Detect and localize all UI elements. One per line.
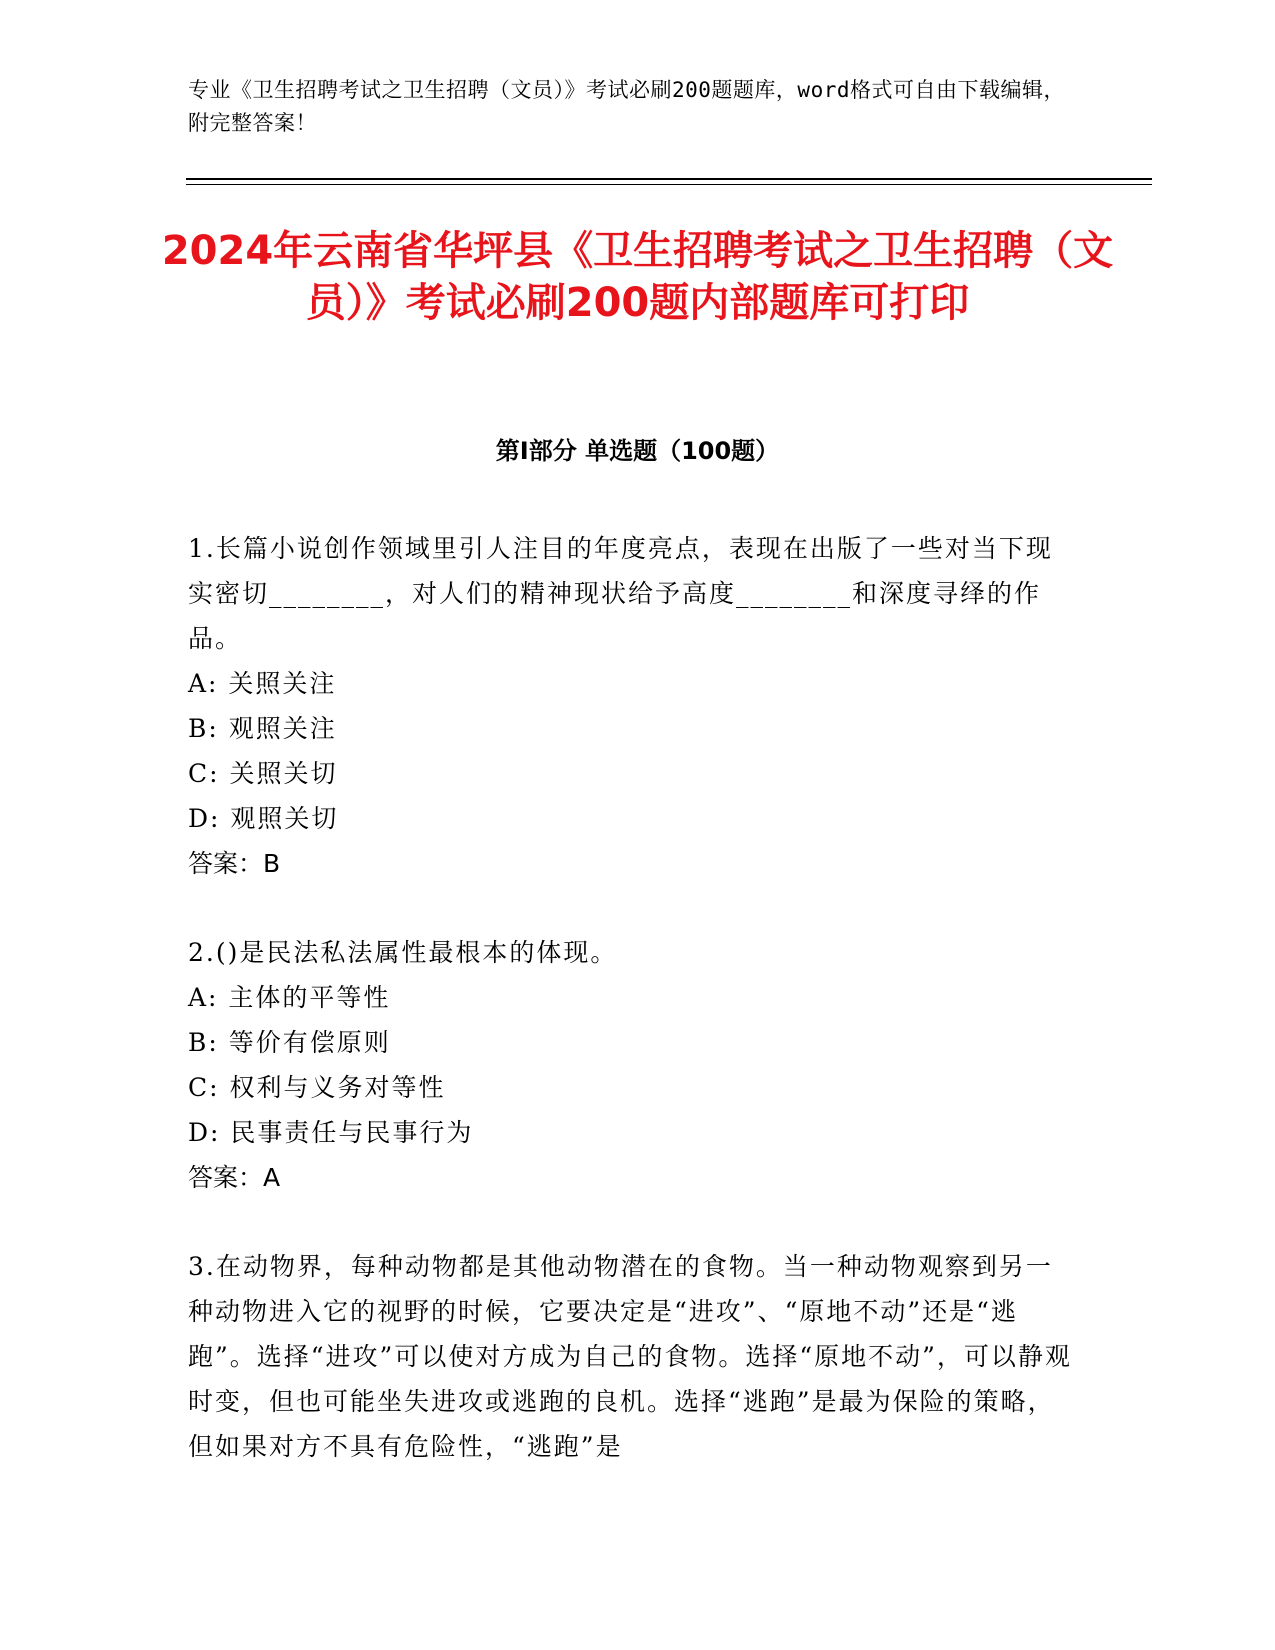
header-divider-thick — [186, 178, 1152, 180]
option-c: C: 关照关切 — [188, 759, 338, 788]
question-1 — [188, 526, 1078, 886]
section-title: 第Ⅰ部分 单选题（100题） — [495, 437, 780, 465]
document-title: 2024年云南省华坪县《卫生招聘考试之卫生招聘（文员）》考试必刷200题内部题库可打印 — [161, 228, 1114, 326]
option-a: A: 主体的平等性 — [188, 983, 391, 1012]
option-d: D: 观照关切 — [188, 804, 339, 833]
option-a: A: 关照关注 — [188, 669, 337, 698]
option-c: C: 权利与义务对等性 — [188, 1073, 446, 1102]
answer: 答案：B — [188, 849, 281, 878]
question-list — [188, 526, 1078, 1513]
option-d: D: 民事责任与民事行为 — [188, 1118, 474, 1147]
option-b: B: 等价有偿原则 — [188, 1028, 391, 1057]
question-text: 3.在动物界，每种动物都是其他动物潜在的食物。当一种动物观察到另一种动物进入它的视野的时候，它要决定是“进攻”、“原地不动”还是“逃跑”。选择“进攻”可以使对方成为自己的食物。选择“原地不动”，可以静观时变，但也可能坐失进攻或逃跑的良机。选择“逃跑”是最为保险的策略，但如果对方不具有危险性，“逃跑”是 — [188, 1252, 1072, 1461]
option-b: B: 观照关注 — [188, 714, 337, 743]
question-text: 2.()是民法私法属性最根本的体现。 — [188, 938, 618, 967]
question-3 — [188, 1244, 1078, 1469]
header-note: 专业《卫生招聘考试之卫生招聘（文员）》考试必刷200题题库，word格式可自由下载编辑，附完整答案！ — [188, 78, 1065, 135]
header-divider-thin — [186, 184, 1152, 185]
question-2 — [188, 930, 1078, 1200]
question-text: 1.长篇小说创作领域里引人注目的年度亮点，表现在出版了一些对当下现实密切________，对人们的精神现状给予高度________和深度寻绎的作品。 — [188, 534, 1053, 653]
answer: 答案：A — [188, 1163, 281, 1192]
